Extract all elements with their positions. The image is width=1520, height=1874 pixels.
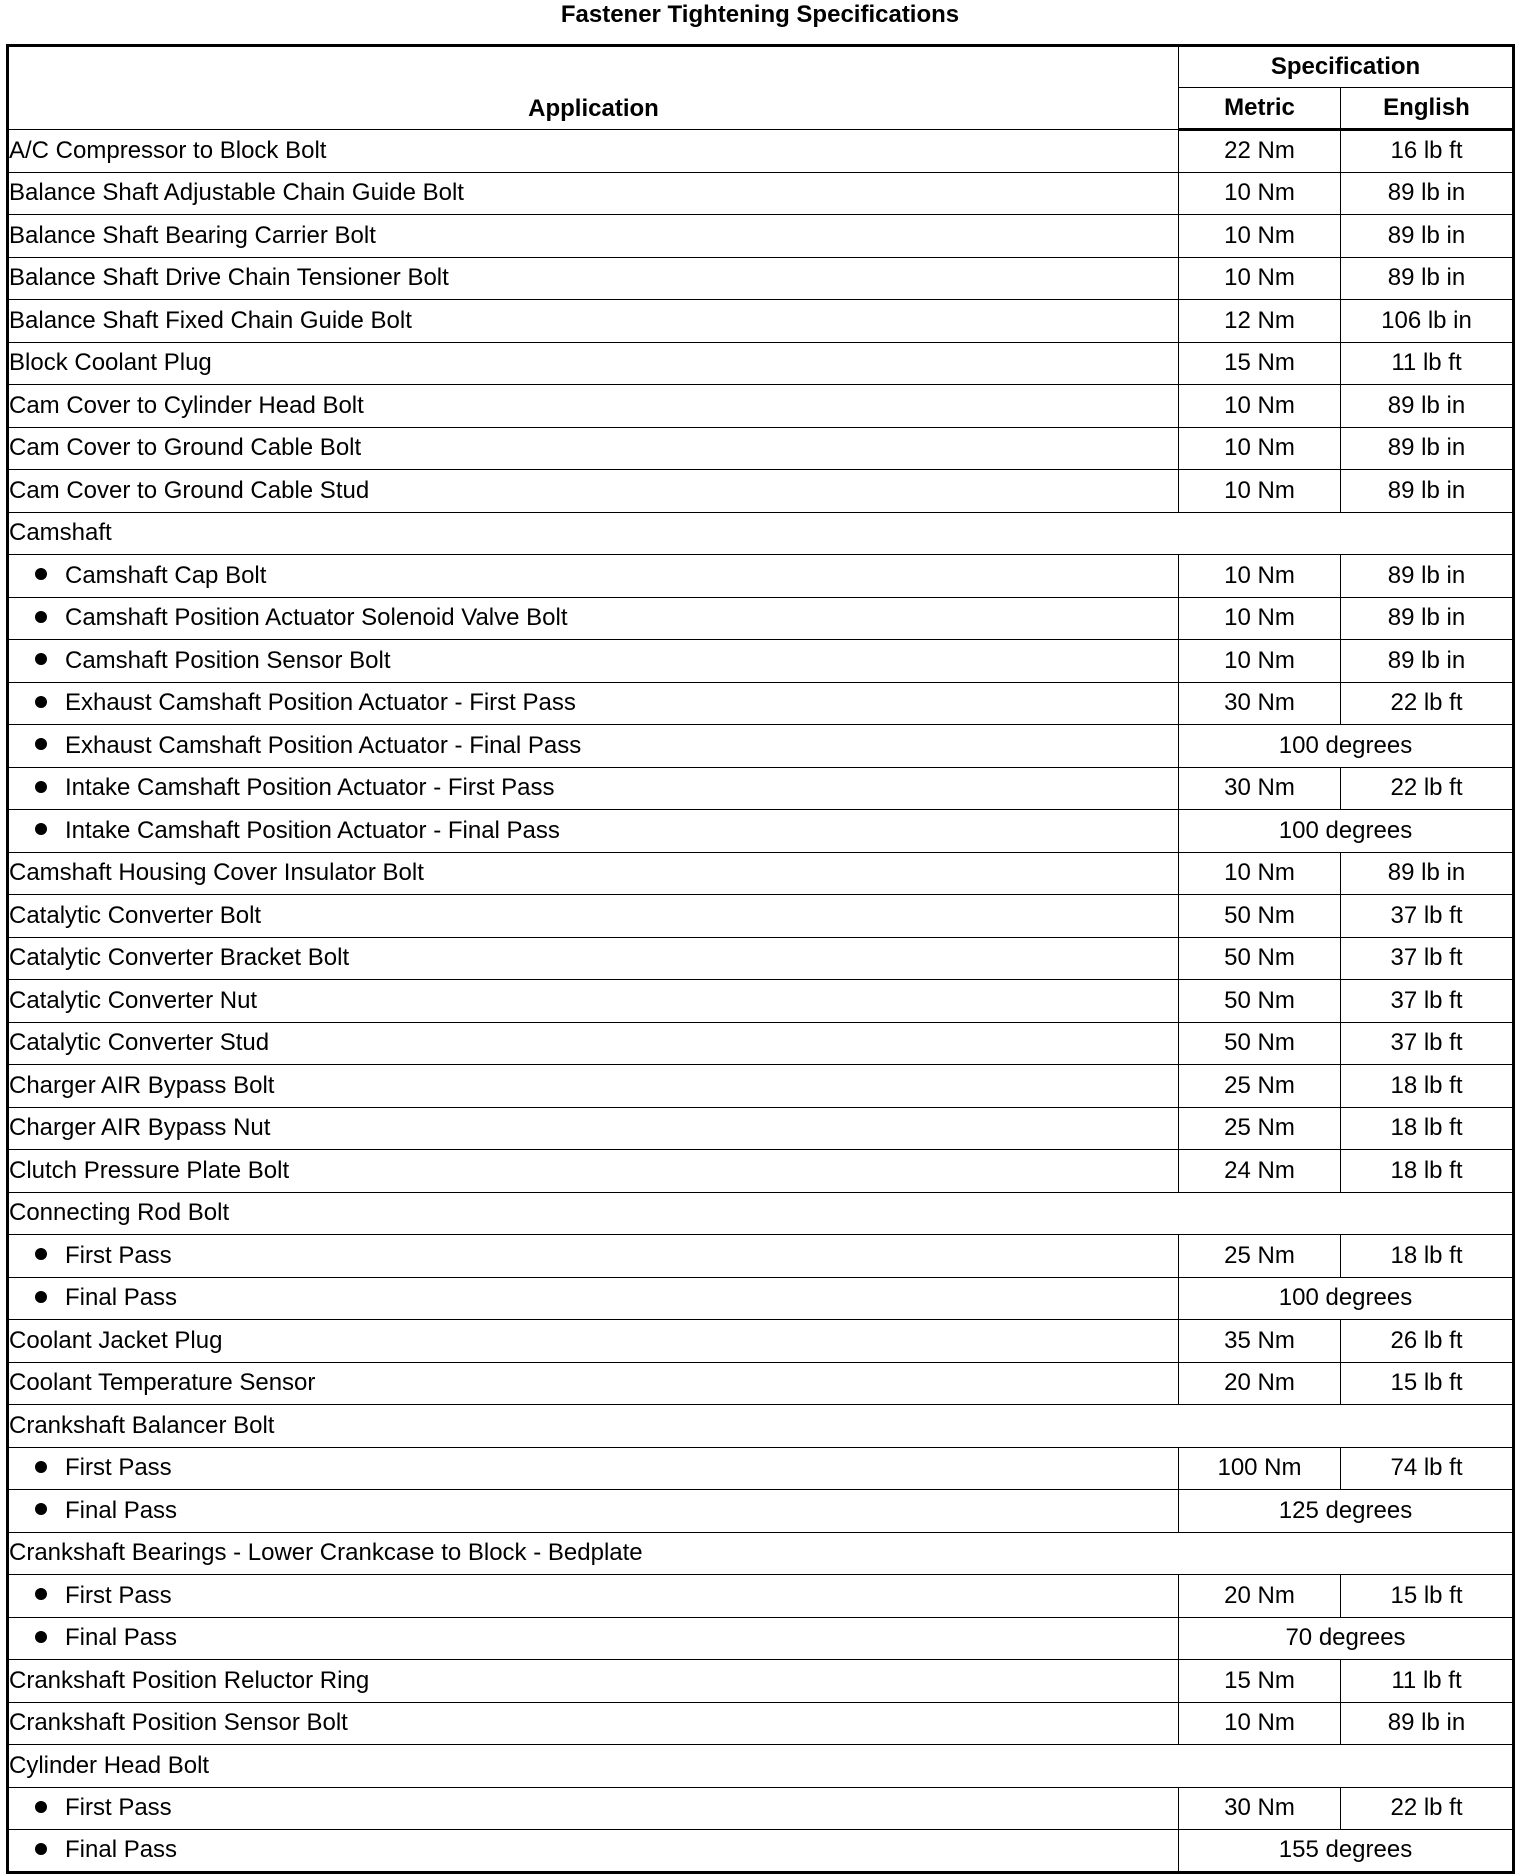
metric-cell: 25 Nm — [1179, 1065, 1341, 1108]
table-row — [8, 1022, 1514, 1065]
english-cell: 89 lb in — [1341, 215, 1514, 258]
application-label: Camshaft Housing Cover Insulator Bolt — [9, 859, 424, 887]
application-cell — [8, 1192, 1514, 1235]
english-cell: 37 lb ft — [1341, 1022, 1514, 1065]
table-row — [8, 852, 1514, 895]
table-body — [8, 130, 1514, 1873]
application-cell — [8, 980, 1179, 1023]
table-row — [8, 172, 1514, 215]
table-row — [8, 1107, 1514, 1150]
application-cell — [8, 1405, 1514, 1448]
page-title: Fastener Tightening Specifications — [560, 1, 960, 28]
application-cell — [8, 1235, 1179, 1278]
application-label: Clutch Pressure Plate Bolt — [9, 1156, 290, 1184]
table-row — [8, 1320, 1514, 1363]
table-row — [8, 427, 1514, 470]
table-header — [8, 46, 1514, 130]
application-label: Crankshaft Balancer Bolt — [9, 1411, 275, 1439]
application-label: Catalytic Converter Bolt — [9, 901, 262, 929]
english-cell: 37 lb ft — [1341, 895, 1514, 938]
table-row — [8, 1490, 1514, 1533]
application-label: Exhaust Camshaft Position Actuator - First Pass — [65, 689, 576, 717]
bullet-icon — [35, 738, 47, 750]
spec-combined-cell: 100 degrees — [1179, 810, 1514, 853]
application-cell — [8, 1362, 1179, 1405]
english-cell: 15 lb ft — [1341, 1362, 1514, 1405]
metric-cell: 10 Nm — [1179, 1702, 1341, 1745]
application-label: Connecting Rod Bolt — [9, 1199, 230, 1227]
table-row — [8, 130, 1514, 173]
application-label: Crankshaft Position Sensor Bolt — [9, 1709, 348, 1737]
table-row — [8, 215, 1514, 258]
application-cell — [8, 1447, 1179, 1490]
table-group-row — [8, 1192, 1514, 1235]
metric-cell: 24 Nm — [1179, 1150, 1341, 1193]
metric-cell: 10 Nm — [1179, 555, 1341, 598]
table-group-row — [8, 1405, 1514, 1448]
metric-cell: 22 Nm — [1179, 130, 1341, 173]
application-label: Intake Camshaft Position Actuator - First Pass — [65, 774, 555, 802]
english-cell: 22 lb ft — [1341, 682, 1514, 725]
table-row — [8, 1575, 1514, 1618]
metric-cell: 15 Nm — [1179, 342, 1341, 385]
application-cell — [8, 1490, 1179, 1533]
english-cell: 16 lb ft — [1341, 130, 1514, 173]
application-cell — [8, 597, 1179, 640]
spec-combined-cell: 100 degrees — [1179, 1277, 1514, 1320]
metric-cell: 10 Nm — [1179, 172, 1341, 215]
bullet-icon — [35, 781, 47, 793]
table-row — [8, 555, 1514, 598]
metric-cell: 100 Nm — [1179, 1447, 1341, 1490]
application-cell — [8, 427, 1179, 470]
application-label: Charger AIR Bypass Bolt — [9, 1071, 275, 1099]
bullet-icon — [35, 1801, 47, 1813]
bullet-icon — [35, 1588, 47, 1600]
metric-cell: 25 Nm — [1179, 1107, 1341, 1150]
application-cell — [8, 1532, 1514, 1575]
application-label: Charger AIR Bypass Nut — [9, 1114, 271, 1142]
application-cell — [8, 682, 1179, 725]
application-cell — [8, 810, 1179, 853]
header-english: English — [1341, 88, 1514, 130]
application-label: Catalytic Converter Bracket Bolt — [9, 944, 350, 972]
table-row — [8, 1277, 1514, 1320]
application-label: First Pass — [65, 1794, 172, 1822]
metric-cell: 20 Nm — [1179, 1362, 1341, 1405]
table-group-row — [8, 1745, 1514, 1788]
bullet-icon — [35, 823, 47, 835]
table-row — [8, 385, 1514, 428]
english-cell: 89 lb in — [1341, 172, 1514, 215]
application-cell — [8, 1702, 1179, 1745]
application-label: A/C Compressor to Block Bolt — [9, 136, 327, 164]
english-cell: 11 lb ft — [1341, 1660, 1514, 1703]
table-row — [8, 895, 1514, 938]
bullet-icon — [35, 1843, 47, 1855]
application-cell — [8, 937, 1179, 980]
metric-cell: 15 Nm — [1179, 1660, 1341, 1703]
english-cell: 74 lb ft — [1341, 1447, 1514, 1490]
table-row — [8, 1235, 1514, 1278]
table-row — [8, 1150, 1514, 1193]
english-cell: 89 lb in — [1341, 257, 1514, 300]
application-cell — [8, 725, 1179, 768]
application-cell — [8, 385, 1179, 428]
application-label: Catalytic Converter Stud — [9, 1029, 270, 1057]
english-cell: 26 lb ft — [1341, 1320, 1514, 1363]
english-cell: 89 lb in — [1341, 427, 1514, 470]
table-row — [8, 1617, 1514, 1660]
metric-cell: 10 Nm — [1179, 215, 1341, 258]
application-label: First Pass — [65, 1241, 172, 1269]
table-row — [8, 470, 1514, 513]
application-cell — [8, 1575, 1179, 1618]
application-cell — [8, 300, 1179, 343]
spec-combined-cell: 100 degrees — [1179, 725, 1514, 768]
application-cell — [8, 1745, 1514, 1788]
bullet-icon — [35, 1503, 47, 1515]
bullet-icon — [35, 653, 47, 665]
application-cell — [8, 1787, 1179, 1830]
application-cell — [8, 767, 1179, 810]
application-cell — [8, 1277, 1179, 1320]
application-label: First Pass — [65, 1454, 172, 1482]
application-cell — [8, 215, 1179, 258]
table-row — [8, 725, 1514, 768]
application-label: First Pass — [65, 1581, 172, 1609]
application-cell — [8, 852, 1179, 895]
application-label: Catalytic Converter Nut — [9, 986, 258, 1014]
metric-cell: 10 Nm — [1179, 640, 1341, 683]
application-cell — [8, 640, 1179, 683]
application-cell — [8, 1065, 1179, 1108]
metric-cell: 50 Nm — [1179, 1022, 1341, 1065]
application-label: Cam Cover to Ground Cable Bolt — [9, 434, 362, 462]
application-cell — [8, 555, 1179, 598]
table-row — [8, 937, 1514, 980]
table-row — [8, 257, 1514, 300]
application-label: Cylinder Head Bolt — [9, 1751, 210, 1779]
application-cell — [8, 895, 1179, 938]
application-cell — [8, 1660, 1179, 1703]
table-row — [8, 597, 1514, 640]
header-specification: Specification — [1179, 46, 1514, 88]
application-cell — [8, 172, 1179, 215]
english-cell: 22 lb ft — [1341, 767, 1514, 810]
english-cell: 89 lb in — [1341, 555, 1514, 598]
spec-combined-cell: 70 degrees — [1179, 1617, 1514, 1660]
table-row — [8, 1065, 1514, 1108]
table-group-row — [8, 1532, 1514, 1575]
header-application: Application — [8, 46, 1179, 130]
table-row — [8, 767, 1514, 810]
english-cell: 22 lb ft — [1341, 1787, 1514, 1830]
metric-cell: 30 Nm — [1179, 682, 1341, 725]
application-label: Coolant Jacket Plug — [9, 1326, 223, 1354]
english-cell: 11 lb ft — [1341, 342, 1514, 385]
application-label: Intake Camshaft Position Actuator - Final Pass — [65, 816, 560, 844]
application-cell — [8, 1107, 1179, 1150]
english-cell: 18 lb ft — [1341, 1107, 1514, 1150]
application-cell — [8, 1150, 1179, 1193]
table-row — [8, 1362, 1514, 1405]
table-row — [8, 980, 1514, 1023]
application-label: Final Pass — [65, 1496, 178, 1524]
table-row — [8, 1702, 1514, 1745]
fastener-spec-table — [6, 44, 1515, 1874]
application-label: Exhaust Camshaft Position Actuator - Final Pass — [65, 731, 582, 759]
metric-cell: 50 Nm — [1179, 980, 1341, 1023]
metric-cell: 10 Nm — [1179, 852, 1341, 895]
spec-combined-cell: 125 degrees — [1179, 1490, 1514, 1533]
table-row — [8, 1830, 1514, 1873]
english-cell: 89 lb in — [1341, 852, 1514, 895]
application-label: Final Pass — [65, 1284, 178, 1312]
application-label: Camshaft Position Sensor Bolt — [65, 646, 391, 674]
application-label: Coolant Temperature Sensor — [9, 1369, 316, 1397]
application-label: Block Coolant Plug — [9, 349, 212, 377]
application-cell — [8, 257, 1179, 300]
application-label: Final Pass — [65, 1836, 178, 1864]
english-cell: 18 lb ft — [1341, 1065, 1514, 1108]
application-cell — [8, 1022, 1179, 1065]
application-label: Final Pass — [65, 1624, 178, 1652]
bullet-icon — [35, 696, 47, 708]
table-row — [8, 342, 1514, 385]
application-label: Crankshaft Bearings - Lower Crankcase to Block - Bedplate — [9, 1539, 643, 1567]
metric-cell: 12 Nm — [1179, 300, 1341, 343]
application-cell — [8, 512, 1514, 555]
bullet-icon — [35, 1248, 47, 1260]
table-row — [8, 1447, 1514, 1490]
metric-cell: 10 Nm — [1179, 385, 1341, 428]
application-label: Balance Shaft Fixed Chain Guide Bolt — [9, 306, 412, 334]
application-cell — [8, 130, 1179, 173]
table-group-row — [8, 512, 1514, 555]
application-label: Balance Shaft Bearing Carrier Bolt — [9, 221, 376, 249]
english-cell: 106 lb in — [1341, 300, 1514, 343]
table-row — [8, 810, 1514, 853]
application-cell — [8, 1320, 1179, 1363]
english-cell: 37 lb ft — [1341, 980, 1514, 1023]
english-cell: 89 lb in — [1341, 640, 1514, 683]
metric-cell: 10 Nm — [1179, 427, 1341, 470]
bullet-icon — [35, 1631, 47, 1643]
bullet-icon — [35, 1461, 47, 1473]
table-row — [8, 682, 1514, 725]
english-cell: 89 lb in — [1341, 385, 1514, 428]
application-label: Balance Shaft Drive Chain Tensioner Bolt — [9, 264, 449, 292]
english-cell: 37 lb ft — [1341, 937, 1514, 980]
metric-cell: 10 Nm — [1179, 470, 1341, 513]
metric-cell: 50 Nm — [1179, 895, 1341, 938]
metric-cell: 20 Nm — [1179, 1575, 1341, 1618]
application-label: Cam Cover to Cylinder Head Bolt — [9, 391, 364, 419]
application-label: Balance Shaft Adjustable Chain Guide Bolt — [9, 179, 464, 207]
bullet-icon — [35, 611, 47, 623]
table-row — [8, 640, 1514, 683]
application-label: Camshaft Position Actuator Solenoid Valve Bolt — [65, 604, 568, 632]
application-label: Cam Cover to Ground Cable Stud — [9, 476, 370, 504]
metric-cell: 50 Nm — [1179, 937, 1341, 980]
english-cell: 15 lb ft — [1341, 1575, 1514, 1618]
bullet-icon — [35, 568, 47, 580]
bullet-icon — [35, 1291, 47, 1303]
english-cell: 89 lb in — [1341, 470, 1514, 513]
table-row — [8, 300, 1514, 343]
metric-cell: 10 Nm — [1179, 257, 1341, 300]
metric-cell: 30 Nm — [1179, 767, 1341, 810]
english-cell: 89 lb in — [1341, 597, 1514, 640]
header-metric: Metric — [1179, 88, 1341, 130]
spec-combined-cell: 155 degrees — [1179, 1830, 1514, 1873]
application-cell — [8, 342, 1179, 385]
application-cell — [8, 1617, 1179, 1660]
table-row — [8, 1660, 1514, 1703]
table-row — [8, 1787, 1514, 1830]
application-cell — [8, 1830, 1179, 1873]
metric-cell: 25 Nm — [1179, 1235, 1341, 1278]
english-cell: 89 lb in — [1341, 1702, 1514, 1745]
english-cell: 18 lb ft — [1341, 1150, 1514, 1193]
application-cell — [8, 470, 1179, 513]
metric-cell: 10 Nm — [1179, 597, 1341, 640]
metric-cell: 30 Nm — [1179, 1787, 1341, 1830]
metric-cell: 35 Nm — [1179, 1320, 1341, 1363]
application-label: Camshaft — [9, 519, 112, 547]
english-cell: 18 lb ft — [1341, 1235, 1514, 1278]
application-label: Crankshaft Position Reluctor Ring — [9, 1666, 370, 1694]
application-label: Camshaft Cap Bolt — [65, 561, 267, 589]
